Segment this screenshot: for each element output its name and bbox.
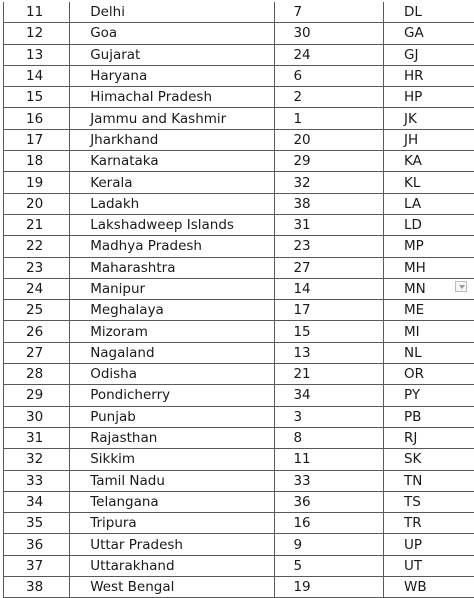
state-name-cell[interactable]: Lakshadweep Islands <box>70 214 275 235</box>
table-row <box>4 214 474 235</box>
table-row <box>4 151 474 172</box>
state-code-cell[interactable]: 30 <box>275 23 384 44</box>
serial-number-cell[interactable]: 36 <box>4 534 70 555</box>
table-row <box>4 193 474 214</box>
state-abbreviation-cell[interactable]: UT <box>383 555 474 576</box>
serial-number-cell[interactable]: 19 <box>4 172 70 193</box>
state-code-cell[interactable]: 11 <box>275 449 384 470</box>
serial-number-cell[interactable]: 25 <box>4 300 70 321</box>
state-abbreviation-cell[interactable]: MI <box>383 321 474 342</box>
state-code-cell[interactable]: 32 <box>275 172 384 193</box>
state-code-cell[interactable]: 13 <box>275 342 384 363</box>
state-name-cell[interactable]: Tripura <box>70 513 275 534</box>
state-code-cell[interactable]: 38 <box>275 193 384 214</box>
serial-number-cell[interactable]: 30 <box>4 406 70 427</box>
state-name-cell[interactable]: Telangana <box>70 491 275 512</box>
state-code-cell[interactable]: 8 <box>275 427 384 448</box>
serial-number-cell[interactable]: 38 <box>4 577 70 598</box>
state-name-cell[interactable]: Haryana <box>70 65 275 86</box>
state-abbreviation-cell[interactable]: HP <box>383 87 474 108</box>
state-name-cell[interactable]: Jammu and Kashmir <box>70 108 275 129</box>
serial-number-cell[interactable]: 20 <box>4 193 70 214</box>
serial-number-cell[interactable]: 34 <box>4 491 70 512</box>
state-abbreviation-cell[interactable]: KA <box>383 151 474 172</box>
state-abbreviation-cell[interactable]: LA <box>383 193 474 214</box>
state-abbreviation-cell[interactable]: ME <box>383 300 474 321</box>
state-name-cell[interactable]: Uttar Pradesh <box>70 534 275 555</box>
state-abbreviation-cell[interactable]: JH <box>383 129 474 150</box>
state-abbreviation-cell[interactable]: TS <box>383 491 474 512</box>
state-name-cell[interactable]: Delhi <box>70 2 275 23</box>
state-abbreviation-cell[interactable]: LD <box>383 214 474 235</box>
state-name-cell[interactable]: Goa <box>70 23 275 44</box>
table-row <box>4 555 474 576</box>
table-row <box>4 470 474 491</box>
state-code-cell[interactable]: 1 <box>275 108 384 129</box>
serial-number-cell[interactable]: 16 <box>4 108 70 129</box>
state-abbreviation-cell[interactable]: OR <box>383 364 474 385</box>
state-code-cell[interactable]: 15 <box>275 321 384 342</box>
state-abbreviation-cell[interactable]: HR <box>383 65 474 86</box>
table-row <box>4 257 474 278</box>
state-name-cell[interactable]: Meghalaya <box>70 300 275 321</box>
table-row <box>4 44 474 65</box>
table-row <box>4 577 474 598</box>
serial-number-cell[interactable]: 26 <box>4 321 70 342</box>
serial-number-cell[interactable]: 11 <box>4 2 70 23</box>
state-code-cell[interactable]: 5 <box>275 555 384 576</box>
state-code-cell[interactable]: 6 <box>275 65 384 86</box>
table-row <box>4 513 474 534</box>
state-code-cell[interactable]: 7 <box>275 2 384 23</box>
serial-number-cell[interactable]: 27 <box>4 342 70 363</box>
state-abbreviation-cell[interactable]: GA <box>383 23 474 44</box>
state-name-cell[interactable]: Himachal Pradesh <box>70 87 275 108</box>
state-abbreviation-cell[interactable]: TN <box>383 470 474 491</box>
state-code-cell[interactable]: 3 <box>275 406 384 427</box>
serial-number-cell[interactable]: 18 <box>4 151 70 172</box>
state-code-cell[interactable]: 24 <box>275 44 384 65</box>
state-code-cell[interactable]: 20 <box>275 129 384 150</box>
table-row <box>4 534 474 555</box>
state-code-cell[interactable]: 33 <box>275 470 384 491</box>
table-row <box>4 342 474 363</box>
state-name-cell[interactable]: Gujarat <box>70 44 275 65</box>
state-name-cell[interactable]: Punjab <box>70 406 275 427</box>
state-name-cell[interactable]: Odisha <box>70 364 275 385</box>
state-name-cell[interactable]: Maharashtra <box>70 257 275 278</box>
state-abbreviation-cell[interactable]: SK <box>383 449 474 470</box>
serial-number-cell[interactable]: 37 <box>4 555 70 576</box>
table-row <box>4 300 474 321</box>
table-row <box>4 172 474 193</box>
serial-number-cell[interactable]: 35 <box>4 513 70 534</box>
serial-number-cell[interactable]: 23 <box>4 257 70 278</box>
serial-number-cell[interactable]: 13 <box>4 44 70 65</box>
table-row <box>4 65 474 86</box>
state-abbreviation-cell[interactable]: MH <box>383 257 474 278</box>
state-code-cell[interactable]: 14 <box>275 278 384 299</box>
state-abbreviation-cell[interactable]: DL <box>383 2 474 23</box>
state-name-cell[interactable]: Pondicherry <box>70 385 275 406</box>
state-name-cell[interactable]: Mizoram <box>70 321 275 342</box>
state-abbreviation-cell[interactable]: KL <box>383 172 474 193</box>
state-name-cell[interactable]: Rajasthan <box>70 427 275 448</box>
state-name-cell[interactable]: Uttarakhand <box>70 555 275 576</box>
state-code-cell[interactable]: 16 <box>275 513 384 534</box>
state-abbreviation-cell[interactable]: RJ <box>383 427 474 448</box>
table-row <box>4 2 474 23</box>
state-abbreviation-cell[interactable]: UP <box>383 534 474 555</box>
serial-number-cell[interactable]: 22 <box>4 236 70 257</box>
serial-number-cell[interactable]: 33 <box>4 470 70 491</box>
state-code-cell[interactable]: 2 <box>275 87 384 108</box>
state-code-cell[interactable]: 23 <box>275 236 384 257</box>
serial-number-cell[interactable]: 17 <box>4 129 70 150</box>
serial-number-cell[interactable]: 31 <box>4 427 70 448</box>
state-name-cell[interactable]: Nagaland <box>70 342 275 363</box>
table-row <box>4 385 474 406</box>
state-abbreviation-cell[interactable]: GJ <box>383 44 474 65</box>
state-code-cell[interactable]: 36 <box>275 491 384 512</box>
state-name-cell[interactable]: Madhya Pradesh <box>70 236 275 257</box>
state-abbreviation-cell[interactable]: PB <box>383 406 474 427</box>
state-abbreviation-cell[interactable]: JK <box>383 108 474 129</box>
state-name-cell[interactable]: Manipur <box>70 278 275 299</box>
serial-number-cell[interactable]: 24 <box>4 278 70 299</box>
table-row <box>4 364 474 385</box>
serial-number-cell[interactable]: 28 <box>4 364 70 385</box>
state-abbreviation-cell[interactable]: PY <box>383 385 474 406</box>
table-row <box>4 87 474 108</box>
serial-number-cell[interactable]: 21 <box>4 214 70 235</box>
state-name-cell[interactable]: Tamil Nadu <box>70 470 275 491</box>
state-code-cell[interactable]: 31 <box>275 214 384 235</box>
serial-number-cell[interactable]: 14 <box>4 65 70 86</box>
table-row <box>4 129 474 150</box>
state-code-cell[interactable]: 19 <box>275 577 384 598</box>
state-abbreviation-cell[interactable]: NL <box>383 342 474 363</box>
table-row <box>4 427 474 448</box>
state-code-cell[interactable]: 29 <box>275 151 384 172</box>
table-row <box>4 449 474 470</box>
table-row <box>4 278 474 299</box>
state-abbreviation-cell[interactable]: MP <box>383 236 474 257</box>
state-name-cell[interactable]: Jharkhand <box>70 129 275 150</box>
serial-number-cell[interactable]: 15 <box>4 87 70 108</box>
table-body <box>4 2 474 598</box>
state-abbreviation-cell[interactable]: WB <box>383 577 474 598</box>
serial-number-cell[interactable]: 29 <box>4 385 70 406</box>
state-name-cell[interactable]: Ladakh <box>70 193 275 214</box>
state-code-cell[interactable]: 34 <box>275 385 384 406</box>
table-row <box>4 321 474 342</box>
state-name-cell[interactable]: Sikkim <box>70 449 275 470</box>
state-name-cell[interactable]: Karnataka <box>70 151 275 172</box>
state-code-cell[interactable]: 27 <box>275 257 384 278</box>
state-code-cell[interactable]: 9 <box>275 534 384 555</box>
state-code-cell[interactable]: 21 <box>275 364 384 385</box>
filter-dropdown-icon[interactable] <box>455 281 467 292</box>
table-row <box>4 406 474 427</box>
serial-number-cell[interactable]: 32 <box>4 449 70 470</box>
state-code-cell[interactable]: 17 <box>275 300 384 321</box>
state-code-table <box>3 2 474 598</box>
table-row <box>4 491 474 512</box>
table-row <box>4 236 474 257</box>
state-name-cell[interactable]: West Bengal <box>70 577 275 598</box>
serial-number-cell[interactable]: 12 <box>4 23 70 44</box>
state-abbreviation-cell[interactable]: MN <box>383 278 474 299</box>
table-row <box>4 108 474 129</box>
state-abbreviation-cell[interactable]: TR <box>383 513 474 534</box>
table-row <box>4 23 474 44</box>
state-name-cell[interactable]: Kerala <box>70 172 275 193</box>
